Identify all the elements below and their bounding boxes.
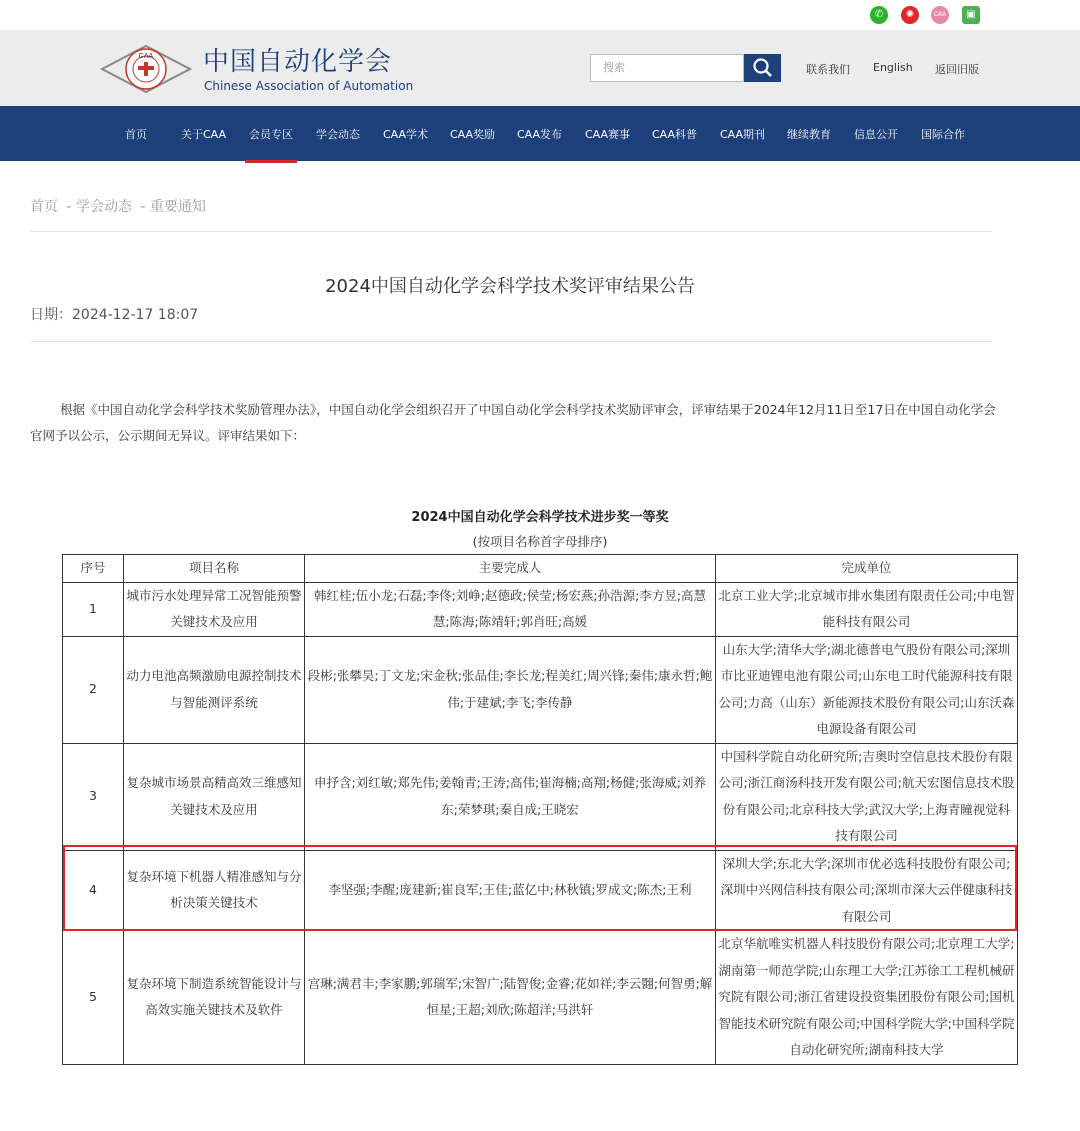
cell-no: 4 <box>63 850 124 931</box>
cell-project: 复杂城市场景高精高效三维感知关键技术及应用 <box>124 743 305 850</box>
table-row <box>63 636 1018 743</box>
social-bar <box>0 0 1080 30</box>
cell-project: 复杂环境下制造系统智能设计与高效实施关键技术及软件 <box>124 931 305 1065</box>
caa-logo-icon[interactable] <box>100 44 192 94</box>
cell-people: 段彬;张攀昊;丁文龙;宋金秋;张品佳;李长龙;程美红;周兴锋;秦伟;康永哲;鲍伟;于建斌;李飞;李传静 <box>305 636 716 743</box>
table-title: 2024中国自动化学会科学技术进步奖一等奖 <box>411 510 669 525</box>
nav-education[interactable]: 继续教育 <box>787 128 831 141</box>
search-input[interactable]: 搜索 <box>590 54 744 82</box>
results-table <box>62 554 1018 1065</box>
cell-no: 2 <box>63 636 124 743</box>
logo-badge-text: CAA <box>138 53 154 60</box>
article-date: 日期：2024-12-17 18:07 <box>30 307 199 323</box>
nav-international[interactable]: 国际合作 <box>921 128 965 141</box>
table-row-highlighted <box>63 850 1018 931</box>
divider <box>30 341 992 342</box>
cell-units: 北京华航唯实机器人科技股份有限公司;北京理工大学;湖南第一师范学院;山东理工大学;江苏徐工工程机械研究院有限公司;浙江省建设投资集团股份有限公司;国机智能技术研究院有限公司;中国科学院大学;中国科学院自动化研究所;湖南科技大学 <box>716 931 1018 1065</box>
breadcrumb-home[interactable]: 首页 <box>30 199 58 215</box>
cell-no: 1 <box>63 582 124 636</box>
header-units: 完成单位 <box>716 555 1018 583</box>
breadcrumb <box>30 196 210 216</box>
header-project: 项目名称 <box>124 555 305 583</box>
table-row <box>63 582 1018 636</box>
nav-journals[interactable]: CAA期刊 <box>720 128 766 141</box>
cell-people: 韩红桂;伍小龙;石磊;李佟;刘峥;赵德政;侯莹;杨宏燕;孙浩源;李方昱;高慧慧;陈海;陈靖轩;郭肖旺;高媛 <box>305 582 716 636</box>
cell-project: 复杂环境下机器人精准感知与分析决策关键技术 <box>124 850 305 931</box>
contact-us-link[interactable]: 联系我们 <box>806 63 850 76</box>
divider <box>30 231 992 232</box>
cell-project: 城市污水处理异常工况智能预警关键技术及应用 <box>124 582 305 636</box>
breadcrumb-news[interactable]: - 学会动态 <box>66 199 132 215</box>
cell-units: 深圳大学;东北大学;深圳市优必选科技股份有限公司;深圳中兴网信科技有限公司;深圳市深大云伴健康科技有限公司 <box>716 850 1018 931</box>
table-row <box>63 743 1018 850</box>
weibo-icon[interactable]: ✺ <box>901 6 919 24</box>
site-header <box>0 30 1080 106</box>
cell-units: 北京工业大学;北京城市排水集团有限责任公司;中电智能科技有限公司 <box>716 582 1018 636</box>
header-people: 主要完成人 <box>305 555 716 583</box>
nav-science-pop[interactable]: CAA科普 <box>652 128 698 141</box>
cell-people: 李坚强;李醒;庞建新;崔良军;王佳;蓝亿中;林秋镇;罗成文;陈杰;王利 <box>305 850 716 931</box>
article-title: 2024中国自动化学会科学技术奖评审结果公告 <box>325 276 695 297</box>
search-icon <box>744 54 781 82</box>
search-button[interactable] <box>744 54 781 82</box>
cell-project: 动力电池高频激励电源控制技术与智能测评系统 <box>124 636 305 743</box>
cell-people: 申抒含;刘红敏;郑先伟;姜翰青;王涛;高伟;崔海楠;高翔;杨健;张海威;刘养东;荣梦琪;秦自成;王晓宏 <box>305 743 716 850</box>
cell-people: 宫琳;满君丰;李家鹏;郭瑞军;宋智广;陆智俊;金睿;花如祥;李云翾;何智勇;解恒星;王超;刘欣;陈超洋;马洪轩 <box>305 931 716 1065</box>
nav-members[interactable]: 会员专区 <box>249 128 293 141</box>
wechat-icon[interactable]: ✆ <box>870 6 888 24</box>
caa-app-icon[interactable]: CAA <box>931 6 949 24</box>
old-version-link[interactable]: 返回旧版 <box>935 63 979 76</box>
nav-news[interactable]: 学会动态 <box>316 128 360 141</box>
nav-release[interactable]: CAA发布 <box>517 128 563 141</box>
site-name-cn[interactable]: 中国自动化学会 <box>203 47 393 77</box>
main-nav <box>0 106 1080 161</box>
nav-home[interactable]: 首页 <box>125 128 147 141</box>
cell-no: 3 <box>63 743 124 850</box>
cell-units: 中国科学院自动化研究所;吉奥时空信息技术股份有限公司;浙江商汤科技开发有限公司;航天宏图信息技术股份有限公司;北京科技大学;武汉大学;上海青瞳视觉科技有限公司 <box>716 743 1018 850</box>
toutiao-icon[interactable]: ▣ <box>962 6 980 24</box>
nav-info-disclosure[interactable]: 信息公开 <box>854 128 898 141</box>
table-row <box>63 931 1018 1065</box>
table-header-row <box>63 555 1018 583</box>
english-link[interactable]: English <box>873 61 913 74</box>
nav-academic[interactable]: CAA学术 <box>383 128 429 141</box>
article-paragraph: 根据《中国自动化学会科学技术奖励管理办法》，中国自动化学会组织召开了中国自动化学会科学技术奖励评审会，评审结果于2024年12月11日至17日在中国自动化学会官网予以公示，公示期间无异议。评审结果如下： <box>30 402 996 443</box>
cell-no: 5 <box>63 931 124 1065</box>
table-subtitle: (按项目名称首字母排序) <box>472 534 608 549</box>
site-name-en: Chinese Association of Automation <box>204 79 414 93</box>
cell-units: 山东大学;清华大学;湖北德普电气股份有限公司;深圳市比亚迪锂电池有限公司;山东电工时代能源科技有限公司;力高（山东）新能源技术股份有限公司;山东沃森电源设备有限公司 <box>716 636 1018 743</box>
nav-awards[interactable]: CAA奖励 <box>450 128 496 141</box>
header-no: 序号 <box>63 555 124 583</box>
breadcrumb-notices[interactable]: - 重要通知 <box>140 199 206 215</box>
nav-competitions[interactable]: CAA赛事 <box>585 128 631 141</box>
nav-about[interactable]: 关于CAA <box>181 128 227 141</box>
